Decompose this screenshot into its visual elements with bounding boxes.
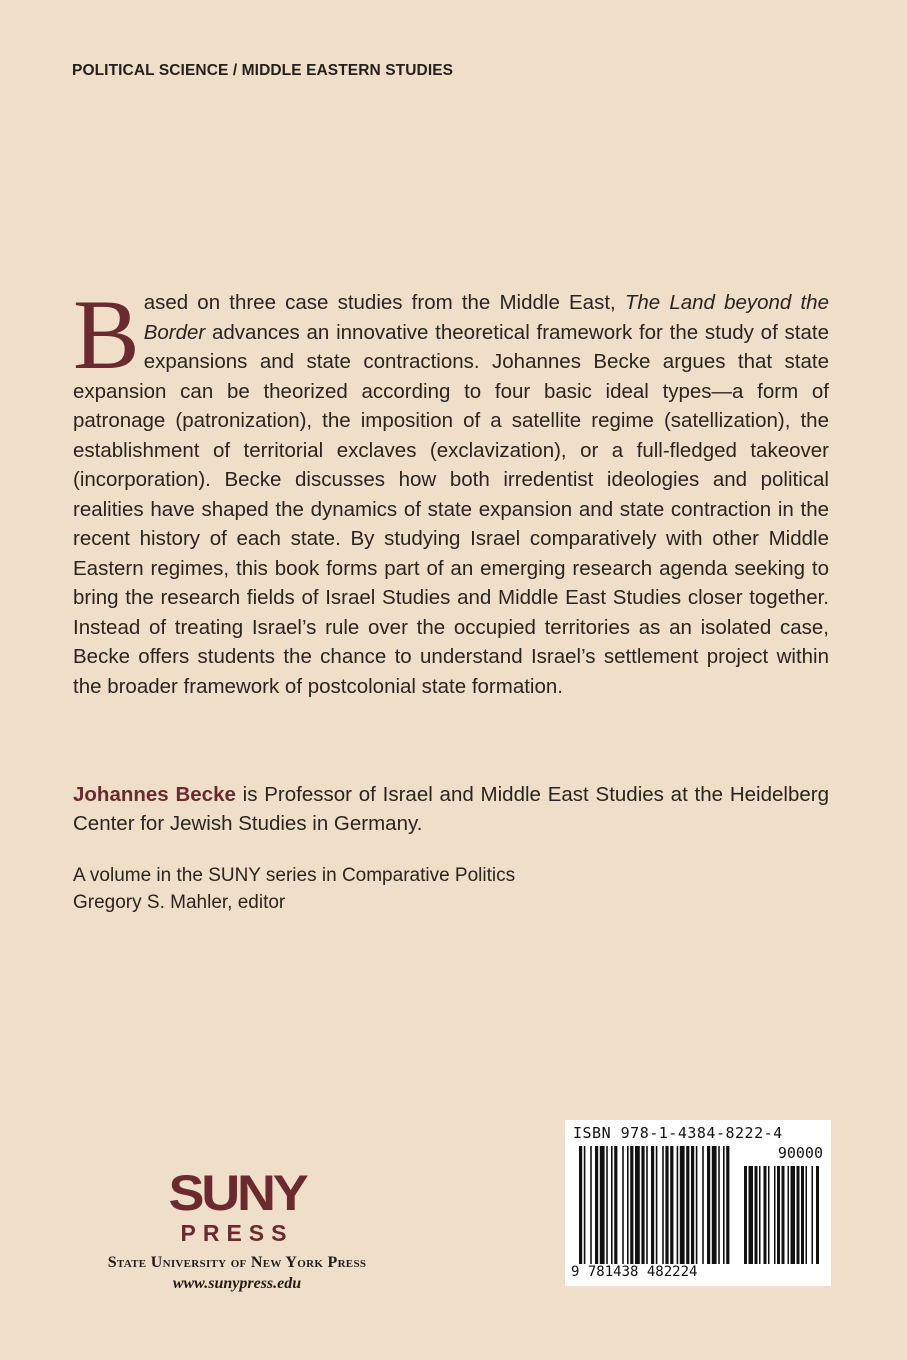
barcode-bars-icon: [579, 1146, 819, 1266]
publisher-website: www.sunypress.edu: [172, 1275, 302, 1292]
blurb-lead: ased on three case studies from the Middle East,: [143, 291, 625, 314]
author-bio: [73, 780, 829, 838]
suny-logo-text: SUNY: [168, 1165, 306, 1221]
price-addon: 90000: [777, 1144, 823, 1162]
isbn-label: ISBN 978-1-4384-8222-4: [573, 1124, 783, 1142]
drop-cap: B: [73, 279, 140, 390]
series-line: A volume in the SUNY series in Comparative Politics: [73, 865, 516, 886]
publisher-logo: [72, 1165, 402, 1293]
publisher-name: State University of New York Press: [107, 1254, 367, 1271]
author-name: Johannes Becke: [73, 783, 236, 806]
barcode: [565, 1120, 831, 1286]
author-bio-text: is Professor of Israel and Middle East Studies at the Heidelberg Center for Jewish Studies in Germany.: [73, 783, 829, 835]
barcode-digits: 9 781438 482224: [571, 1264, 698, 1280]
blurb-body: advances an innovative theoretical framework for the study of state expansions and state contractions. Johannes Becke argues that state expansion can be theorized according to four basic ideal types—a form of patronage (patronization), the imposition of a satellite regime (satellization), the establishment of territorial exclaves (exclavization), or a full-fledged takeover (incorporation). Becke discusses how both irredentist ideologies and political realities have shaped the dynamics of state expansion and state contraction in the recent history of each state. By studying Israel comparatively with other Middle Eastern regimes, this book forms part of an emerging research agenda seeking to bring the research fields of Israel Studies and Middle East Studies closer together. Instead of treating Israel’s rule over the occupied territories as an isolated case, Becke offers students the chance to understand Israel’s settlement project within the broader framework of postcolonial state formation.: [73, 320, 829, 698]
press-logo-text: PRESS: [180, 1220, 294, 1246]
category-label: POLITICAL SCIENCE / MIDDLE EASTERN STUDIES: [72, 62, 454, 79]
book-title: The Land beyond the Border: [143, 291, 829, 344]
series-editor: Gregory S. Mahler, editor: [73, 892, 286, 913]
series-info: [73, 862, 515, 916]
book-description: [73, 279, 829, 701]
